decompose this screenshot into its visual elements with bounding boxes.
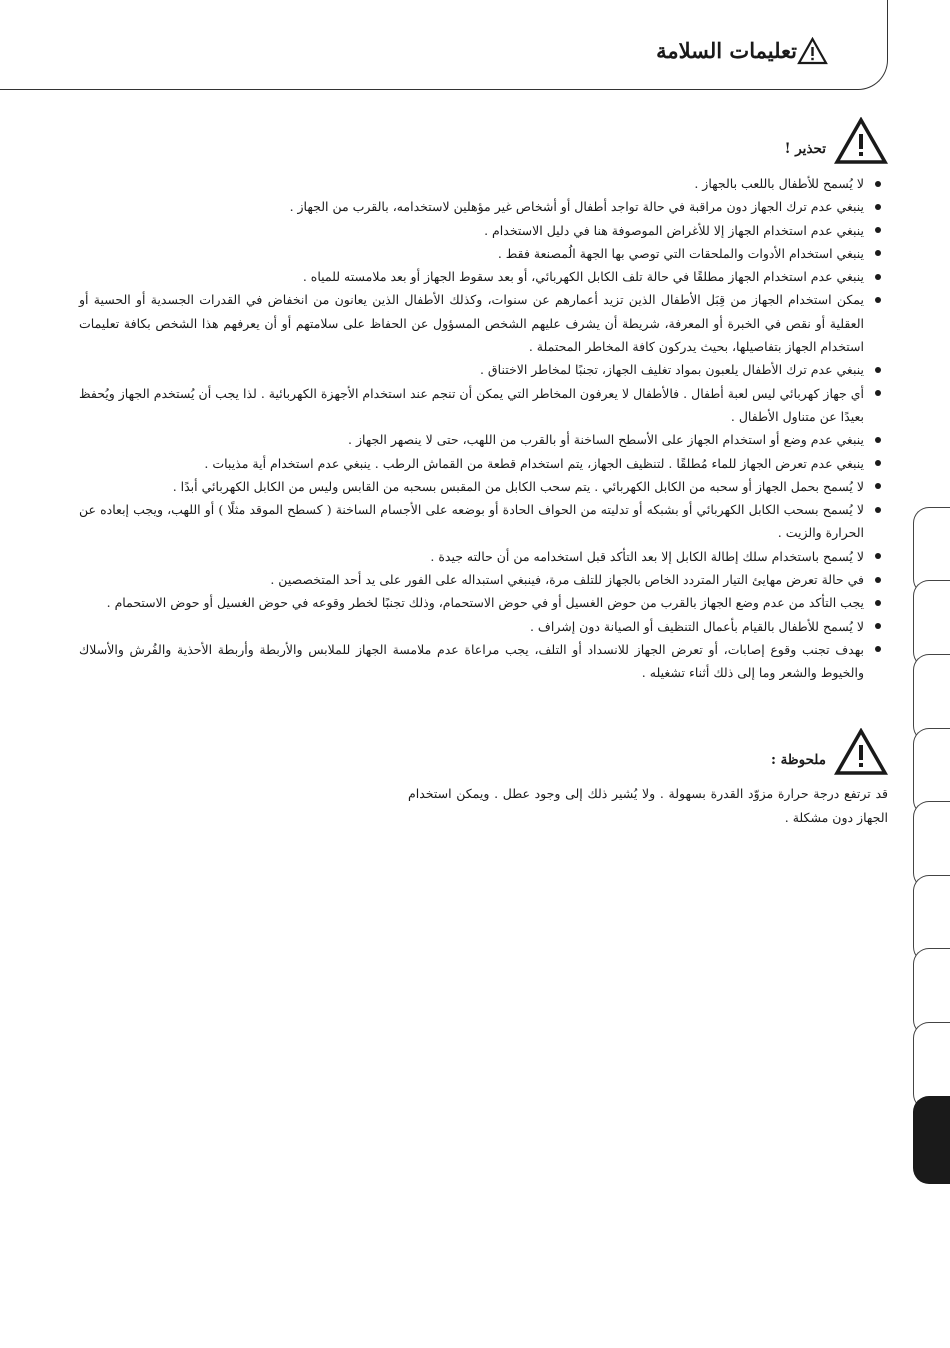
list-item: أي جهاز كهربائي ليس لعبة أطفال . فالأطفال لا يعرفون المخاطر التي يمكن أن تنجم عند استخدام الأجهزة الكهربائية . لذا يجب أن يُستخدم الجهاز ويُحفظ بعيدًا عن متناول الأطفال . [79,382,864,429]
list-item: ينبغي عدم استخدام الجهاز مطلقًا في حالة تلف الكابل الكهربائي، أو بعد سقوط الجهاز أو بعد ملامسته للمياه . [79,265,864,288]
note-text: قد ترتفع درجة حرارة مزوّد القدرة بسهولة . ولا يُشير ذلك إلى وجود عطل . ويمكن استخدام الجهاز دون مشكلة . [408,786,888,825]
list-item: لا يُسمح بحمل الجهاز أو سحبه من الكابل الكهربائي . يتم سحب الكابل من المقبس بسحبه من القابس وليس من الكابل الكهربائي أبدًا . [79,475,864,498]
list-item: لا يُسمح للأطفال بالقيام بأعمال التنظيف أو الصيانة دون إشراف . [79,615,864,638]
page-title: تعليمات السلامة [656,38,797,63]
list-item: بهدف تجنب وقوع إصابات، أو تعرض الجهاز للانسداد أو التلف، يجب مراعاة عدم ملامسة الجهاز للملابس والأربطة وأربطة الأحذية والفُرش والأسلاك والخيوط والشعر وما إلى ذلك أثناء تشغيله . [79,638,864,685]
warning-triangle-icon [834,117,888,165]
warning-triangle-icon [797,37,828,65]
list-item: ينبغي عدم وضع أو استخدام الجهاز على الأسطح الساخنة أو بالقرب من اللهب، حتى لا ينصهر الجهاز . [79,428,864,451]
list-item: ينبغي عدم استخدام الجهاز إلا للأغراض الموصوفة هنا في دليل الاستخدام . [79,219,864,242]
note-title: ملحوظة : [770,752,826,768]
note-heading [688,728,888,776]
list-item: ينبغي استخدام الأدوات والملحقات التي توصي بها الجهة الُمصنعة فقط . [79,242,864,265]
list-item: ينبغي عدم ترك الأطفال يلعبون بمواد تغليف الجهاز، تجنبًا لمخاطر الاختناق . [79,358,864,381]
warning-list [79,172,864,685]
list-item: في حالة تعرض مهايئ التيار المتردد الخاص بالجهاز للتلف مرة، فينبغي استبداله على الفور على يد أحد المتخصصين . [79,568,864,591]
list-item: لا يُسمح بسحب الكابل الكهربائي أو بشبكه أو تدليته من الحواف الحادة أو بوضعه على الأجسام الساخنة ( كسطح الموقد مثلًا ) أو اللهب، ويجب إبعاده عن الحرارة والزيت . [79,498,864,545]
warning-triangle-icon [834,728,888,776]
side-tab-active[interactable] [913,1096,950,1184]
list-item: يجب التأكد من عدم وضع الجهاز بالقرب من حوض الغسيل أو في حوض الاستحمام، وذلك تجنبًا لخطر وقوعه في حوض الغسيل أو حوض الاستحمام . [79,591,864,614]
page-header [0,0,888,90]
list-item: ينبغي عدم ترك الجهاز دون مراقبة في حالة تواجد أطفال أو أشخاص غير مؤهلين لاستخدامه، بالقرب من الجهاز . [79,195,864,218]
warning-heading [688,117,888,165]
list-item: لا يُسمح للأطفال باللعب بالجهاز . [79,172,864,195]
list-item: ينبغي عدم تعرض الجهاز للماء مُطلقًا . لتنظيف الجهاز، يتم استخدام قطعة من القماش الرطب . ينبغي عدم استخدام أية مذيبات . [79,452,864,475]
warning-title: تحذير ! [784,141,826,157]
list-item: يمكن استخدام الجهاز من قِبَل الأطفال الذين تزيد أعمارهم عن سنوات، وكذلك الأطفال الذين يعانون من انخفاض في القدرات الجسدية أو الحسية أو العقلية أو نقص في الخبرة أو المعرفة، شريطة أن يشرف عليهم الشخص المسؤول عن الحفاظ على سلامتهم أو أن يعرفهم هذا الشخص بكافة تعليمات استخدام الجهاز بتفاصيلها، بحيث يدركون كافة المخاطر المحتملة . [79,288,864,358]
list-item: لا يُسمح باستخدام سلك إطالة الكابل إلا بعد التأكد قبل استخدامه من أن حالته جيدة . [79,545,864,568]
